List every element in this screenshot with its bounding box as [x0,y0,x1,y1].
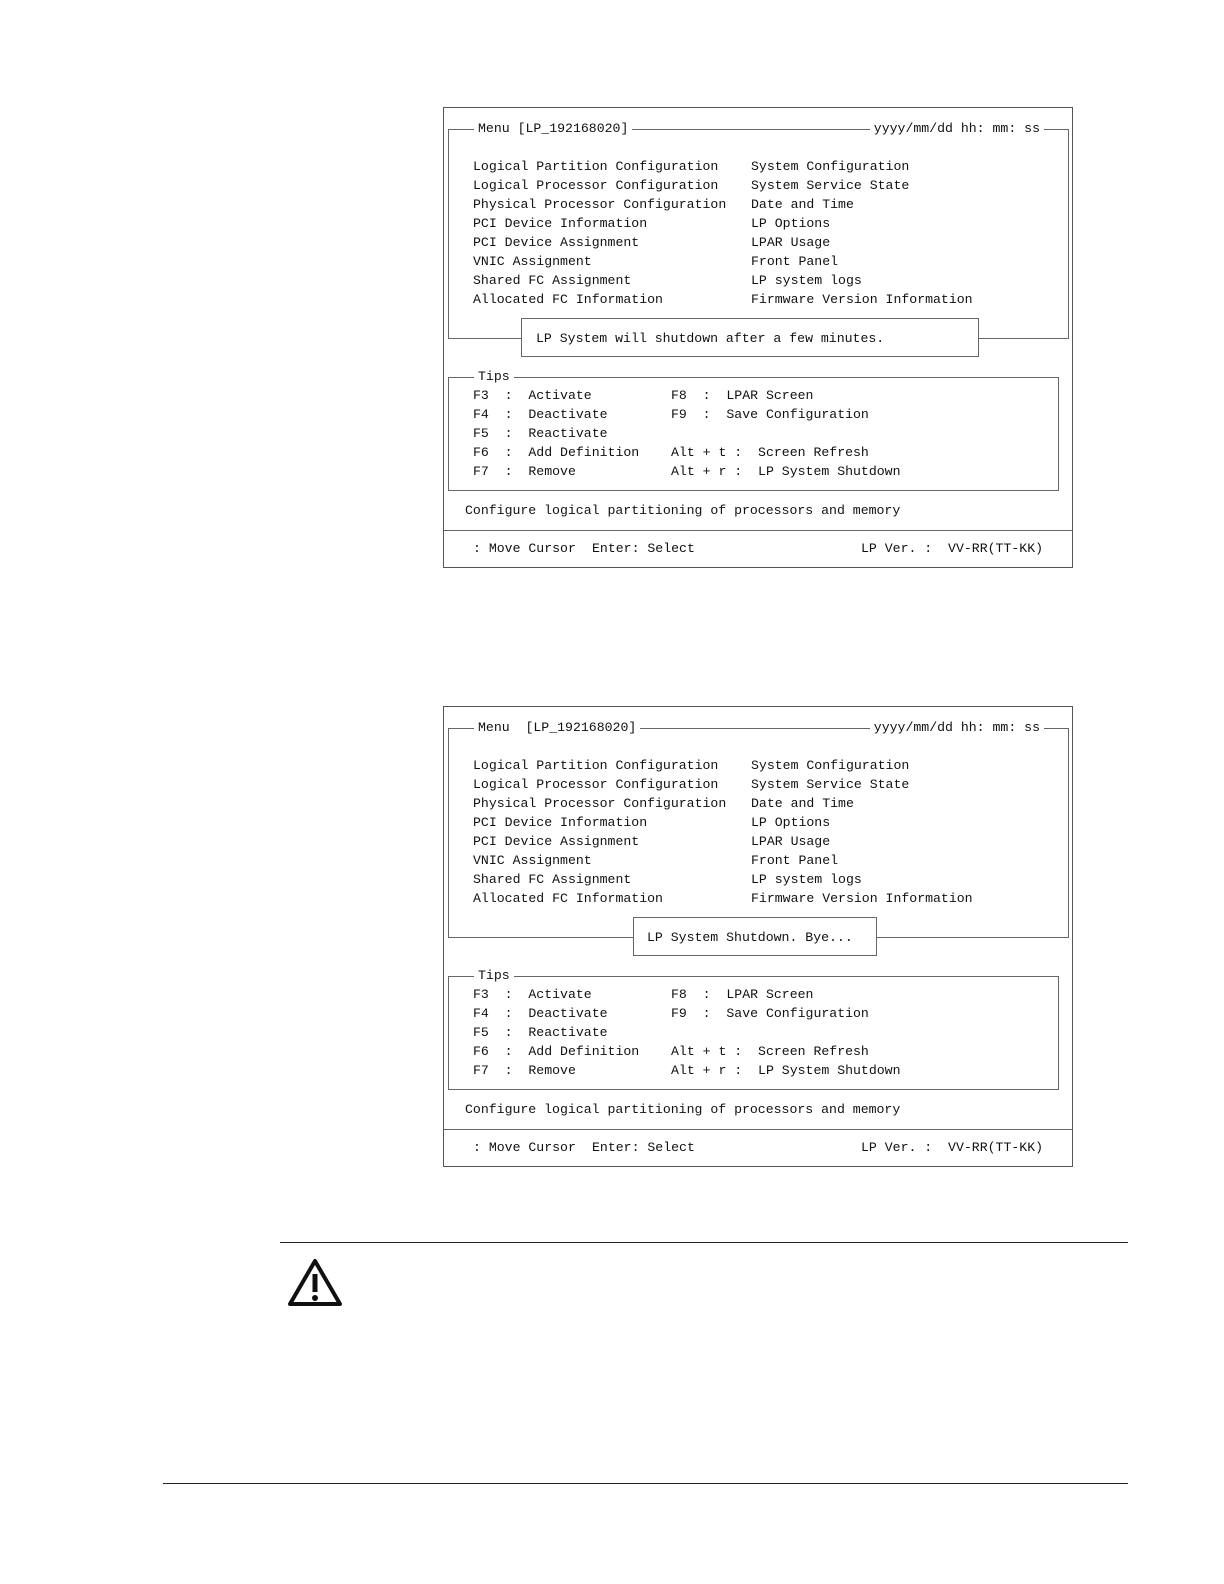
footer-move-cursor: : Move Cursor [473,1140,576,1155]
tip-item: Alt + r : LP System Shutdown [671,1063,901,1078]
menu-item[interactable]: System Service State [751,777,910,792]
menu-item[interactable]: PCI Device Assignment [473,834,640,849]
tip-item: F8 : LPAR Screen [671,388,814,403]
tip-item: F6 : Add Definition [473,1044,640,1059]
menu-item[interactable]: Front Panel [751,853,839,868]
tip-item: Alt + r : LP System Shutdown [671,464,901,479]
tip-item: F9 : Save Configuration [671,1006,869,1021]
tip-item: F8 : LPAR Screen [671,987,814,1002]
timestamp: yyyy/mm/dd hh: mm: ss [870,720,1044,736]
tip-item: Alt + t : Screen Refresh [671,1044,869,1059]
menu-item[interactable]: System Configuration [751,758,910,773]
terminal-screen [443,706,1073,1167]
menu-item[interactable]: System Configuration [751,159,910,174]
tip-item: F7 : Remove [473,1063,576,1078]
menu-item[interactable]: LPAR Usage [751,834,831,849]
menu-item[interactable]: Date and Time [751,796,854,811]
tips-title: Tips [474,369,514,385]
separator [444,1129,1072,1130]
menu-item[interactable]: LP system logs [751,872,862,887]
menu-item[interactable]: VNIC Assignment [473,853,592,868]
menu-item[interactable]: Logical Partition Configuration [473,758,719,773]
description: Configure logical partitioning of processors and memory [465,1102,901,1117]
menu-item[interactable]: PCI Device Assignment [473,235,640,250]
terminal-screen [443,107,1073,568]
footer-rule [163,1483,1128,1484]
menu-item[interactable]: System Service State [751,178,910,193]
status-message: LP System will shutdown after a few minutes. [536,331,885,346]
menu-item[interactable]: Front Panel [751,254,839,269]
menu-item[interactable]: Physical Processor Configuration [473,796,727,811]
menu-item[interactable]: LPAR Usage [751,235,831,250]
menu-item[interactable]: Logical Partition Configuration [473,159,719,174]
menu-item[interactable]: Logical Processor Configuration [473,178,719,193]
menu-item[interactable]: PCI Device Information [473,216,648,231]
lp-version: LP Ver. : VV-RR(TT-KK) [861,541,1044,556]
tip-item: F6 : Add Definition [473,445,640,460]
tip-item: Alt + t : Screen Refresh [671,445,869,460]
menu-item[interactable]: Shared FC Assignment [473,872,632,887]
status-message: LP System Shutdown. Bye... [647,930,853,945]
footer-enter-select: Enter: Select [592,541,695,556]
tip-item: F7 : Remove [473,464,576,479]
tip-item: F4 : Deactivate [473,407,608,422]
tip-item: F3 : Activate [473,388,592,403]
menu-item[interactable]: Firmware Version Information [751,292,973,307]
menu-item[interactable]: LP system logs [751,273,862,288]
menu-item[interactable]: PCI Device Information [473,815,648,830]
menu-item[interactable]: Logical Processor Configuration [473,777,719,792]
menu-item[interactable]: Allocated FC Information [473,292,663,307]
tip-item: F5 : Reactivate [473,1025,608,1040]
menu-item[interactable]: Allocated FC Information [473,891,663,906]
section-divider [280,1242,1128,1243]
tips-title: Tips [474,968,514,984]
separator [444,530,1072,531]
menu-title: Menu [LP_192168020] [474,121,632,137]
warning-icon [287,1258,343,1308]
footer-move-cursor: : Move Cursor [473,541,576,556]
menu-item[interactable]: VNIC Assignment [473,254,592,269]
description: Configure logical partitioning of processors and memory [465,503,901,518]
menu-item[interactable]: Date and Time [751,197,854,212]
tip-item: F5 : Reactivate [473,426,608,441]
menu-item[interactable]: Shared FC Assignment [473,273,632,288]
tip-item: F4 : Deactivate [473,1006,608,1021]
timestamp: yyyy/mm/dd hh: mm: ss [870,121,1044,137]
menu-item[interactable]: LP Options [751,216,831,231]
menu-item[interactable]: Physical Processor Configuration [473,197,727,212]
tip-item: F9 : Save Configuration [671,407,869,422]
menu-item[interactable]: Firmware Version Information [751,891,973,906]
menu-title: Menu [LP_192168020] [474,720,640,736]
footer-enter-select: Enter: Select [592,1140,695,1155]
lp-version: LP Ver. : VV-RR(TT-KK) [861,1140,1044,1155]
tip-item: F3 : Activate [473,987,592,1002]
menu-item[interactable]: LP Options [751,815,831,830]
